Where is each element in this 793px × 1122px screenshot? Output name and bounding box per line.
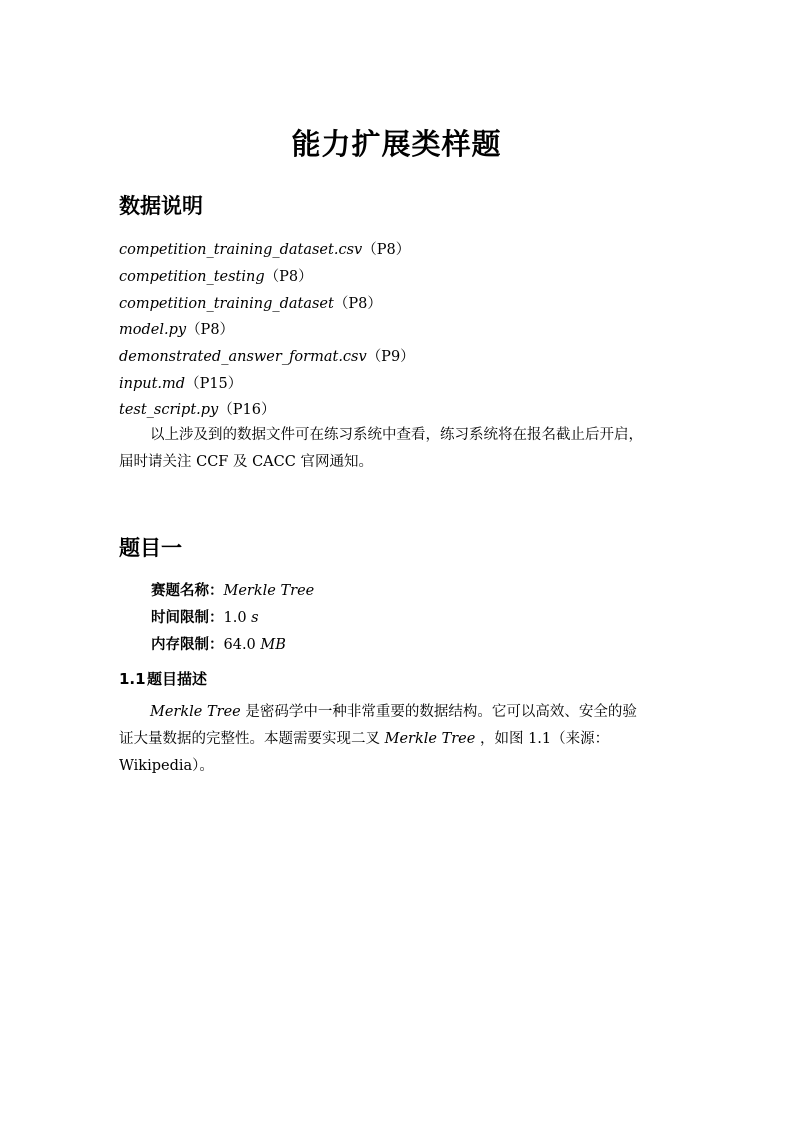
problem-description-paragraph (119, 699, 679, 780)
file-page: （P8） (362, 242, 411, 258)
file-name: model.py (119, 322, 187, 338)
time-limit-row (151, 606, 259, 627)
file-item (119, 398, 275, 419)
memory-limit-row (151, 633, 286, 654)
subsection-title: 题目描述 (147, 670, 208, 688)
page-title: 能力扩展类样题 (291, 127, 502, 161)
file-name: competition_training_dataset.csv (119, 242, 363, 258)
desc-text: 是密码学中一种非常重要的数据结构。它可以高效、安全的验 (240, 704, 637, 720)
note-line: 届时请关注 CCF 及 CACC 官网通知。 (119, 454, 373, 470)
file-item (119, 318, 234, 339)
section-heading-data: 数据说明 (119, 194, 203, 218)
problem-name-label: 赛题名称： (151, 583, 224, 599)
desc-term: Merkle Tree (384, 731, 476, 747)
file-name: test_script.py (119, 402, 219, 418)
file-item (119, 292, 382, 313)
time-limit-value: 1.0 (223, 610, 247, 626)
file-item (119, 372, 242, 393)
desc-term: Merkle Tree (150, 704, 241, 720)
file-name: input.md (119, 376, 186, 392)
problem-name-row (151, 579, 314, 600)
subsection-heading (119, 668, 207, 689)
note-line: 以上涉及到的数据文件可在练习系统中查看，练习系统将在报名截止后开启， (150, 427, 643, 443)
desc-text: 证大量数据的完整性。本题需要实现二叉 (119, 731, 385, 747)
time-limit-unit: s (251, 610, 259, 626)
file-item (119, 345, 415, 366)
time-limit-label: 时间限制： (151, 610, 224, 626)
file-page: （P8） (264, 269, 313, 285)
memory-limit-value: 64.0 (223, 637, 256, 653)
file-page: （P9） (366, 349, 415, 365)
problem-name-value: Merkle Tree (223, 583, 315, 599)
memory-limit-unit: MB (260, 637, 286, 653)
section-heading-problem1: 题目一 (119, 536, 182, 560)
file-name: competition_training_dataset (119, 296, 334, 312)
file-name: competition_testing (119, 269, 265, 285)
file-name: demonstrated_answer_format.csv (119, 349, 367, 365)
data-note-paragraph (119, 422, 679, 476)
file-page: （P15） (185, 376, 243, 392)
file-item (119, 238, 410, 259)
file-item (119, 265, 313, 286)
file-page: （P8） (333, 296, 382, 312)
desc-text: ，如图 1.1（来源： (475, 731, 610, 747)
file-page: （P16） (218, 402, 276, 418)
subsection-number: 1.1 (119, 670, 146, 688)
file-page: （P8） (186, 322, 235, 338)
desc-text: Wikipedia）。 (119, 758, 214, 774)
memory-limit-label: 内存限制： (151, 637, 224, 653)
